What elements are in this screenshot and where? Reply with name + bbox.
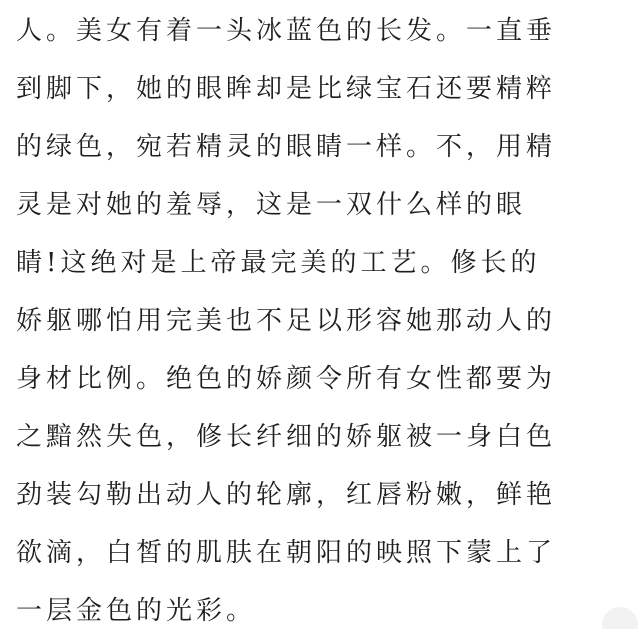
text-line: 到脚下，她的眼眸却是比绿宝石还要精粹 <box>16 74 557 104</box>
text-line: 欲滴，白皙的肌肤在朝阳的映照下蒙上了 <box>16 538 557 568</box>
watermark-mark <box>602 607 638 629</box>
text-line: 娇躯哪怕用完美也不足以形容她那动人的 <box>16 306 557 336</box>
text-body <box>16 2 628 629</box>
text-line: 睛!这绝对是上帝最完美的工艺。修长的 <box>16 248 541 278</box>
text-line: 身材比例。绝色的娇颜令所有女性都要为 <box>16 364 557 394</box>
text-line: 一层金色的光彩。 <box>16 596 257 626</box>
text-line: 人。美女有着一头冰蓝色的长发。一直垂 <box>16 16 557 46</box>
text-line: 之黯然失色，修长纤细的娇躯被一身白色 <box>16 422 557 452</box>
text-line: 的绿色，宛若精灵的眼睛一样。不，用精 <box>16 132 557 162</box>
text-line: 灵是对她的羞辱，这是一双什么样的眼 <box>16 190 527 220</box>
text-line: 劲装勾勒出动人的轮廓，红唇粉嫩，鲜艳 <box>16 480 557 510</box>
